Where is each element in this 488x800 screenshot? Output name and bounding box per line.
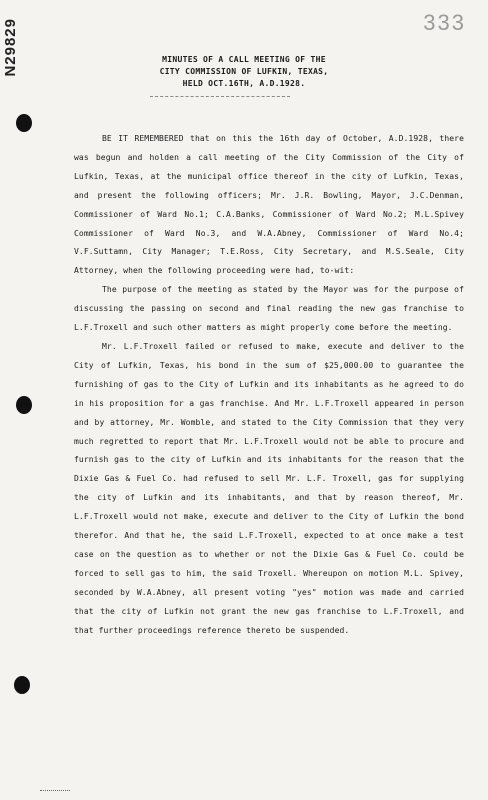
document-number: N29829 (2, 18, 19, 77)
heading-divider (150, 96, 290, 97)
page-number: 333 (423, 10, 466, 35)
minutes-heading (0, 54, 488, 90)
paragraph-opening: BE IT REMEMBERED that on this the 16th day of October, A.D.1928, there was begun and holden a call meeting of the City Commission of the City of Lufkin, Texas, at the municipal office thereof in the city of Lufkin, Texas, and present the following officers; Mr. J.R. Bowling, Mayor, J.C.Denman, Commissioner of Ward No.1; C.A.Banks, Commissioner of Ward No.2; M.L.Spivey Commissioner of Ward No.3, and W.A.Abney, Commissioner of Ward No.4; V.F.Suttamn, City Manager; T.E.Ross, City Secretary, and M.S.Seale, City Attorney, when the following proceeding were had, to-wit: (74, 134, 464, 276)
heading-line-2: CITY COMMISSION OF LUFKIN, TEXAS, (159, 67, 329, 76)
paragraph-purpose: The purpose of the meeting as stated by the Mayor was for the purpose of discussing the passing on second and final reading the new gas franchise to L.F.Troxell and such other matters as might properly come before the meeting. (74, 285, 464, 333)
heading-line-3: HELD OCT.16TH, A.D.1928. (182, 79, 306, 88)
punch-hole (16, 396, 32, 414)
punch-hole (14, 676, 30, 694)
punch-hole (16, 114, 32, 132)
paragraph-proceedings: Mr. L.F.Troxell failed or refused to make, execute and deliver to the City of Lufkin, Texas, his bond in the sum of $25,000.00 to guarantee the furnishing of gas to the City of Lufkin and its inhabitants as he agreed to do in his proposition for a gas franchise. And Mr. L.F.Troxell appeared in person and by attorney, Mr. Womble, and stated to the City Commission that they very much regretted to report that Mr. L.F.Troxell would not be able to procure and furnish gas to the city of Lufkin and its inhabitants for the reason that the Dixie Gas & Fuel Co. had refused to sell Mr. L.F. Troxell, gas for supplying the city of Lufkin and its inhabitants, and that by reason thereof, Mr. L.F.Troxell would not make, execute and deliver to the City of Lufkin the bond therefor. And that he, the said L.F.Troxell, expected to at once make a test case on the question as to whether or not the Dixie Gas & Fuel Co. could be forced to sell gas to him, the said Troxell. Whereupon on motion M.L. Spivey, seconded by W.A.Abney, all present voting "yes" motion was made and carried that the city of Lufkin not grant the new gas franchise to L.F.Troxell, and that further proceedings reference thereto be suspended. (74, 341, 464, 635)
footer-mark (40, 790, 70, 791)
heading-line-1: MINUTES OF A CALL MEETING OF THE (162, 55, 326, 64)
minutes-body (74, 130, 464, 640)
